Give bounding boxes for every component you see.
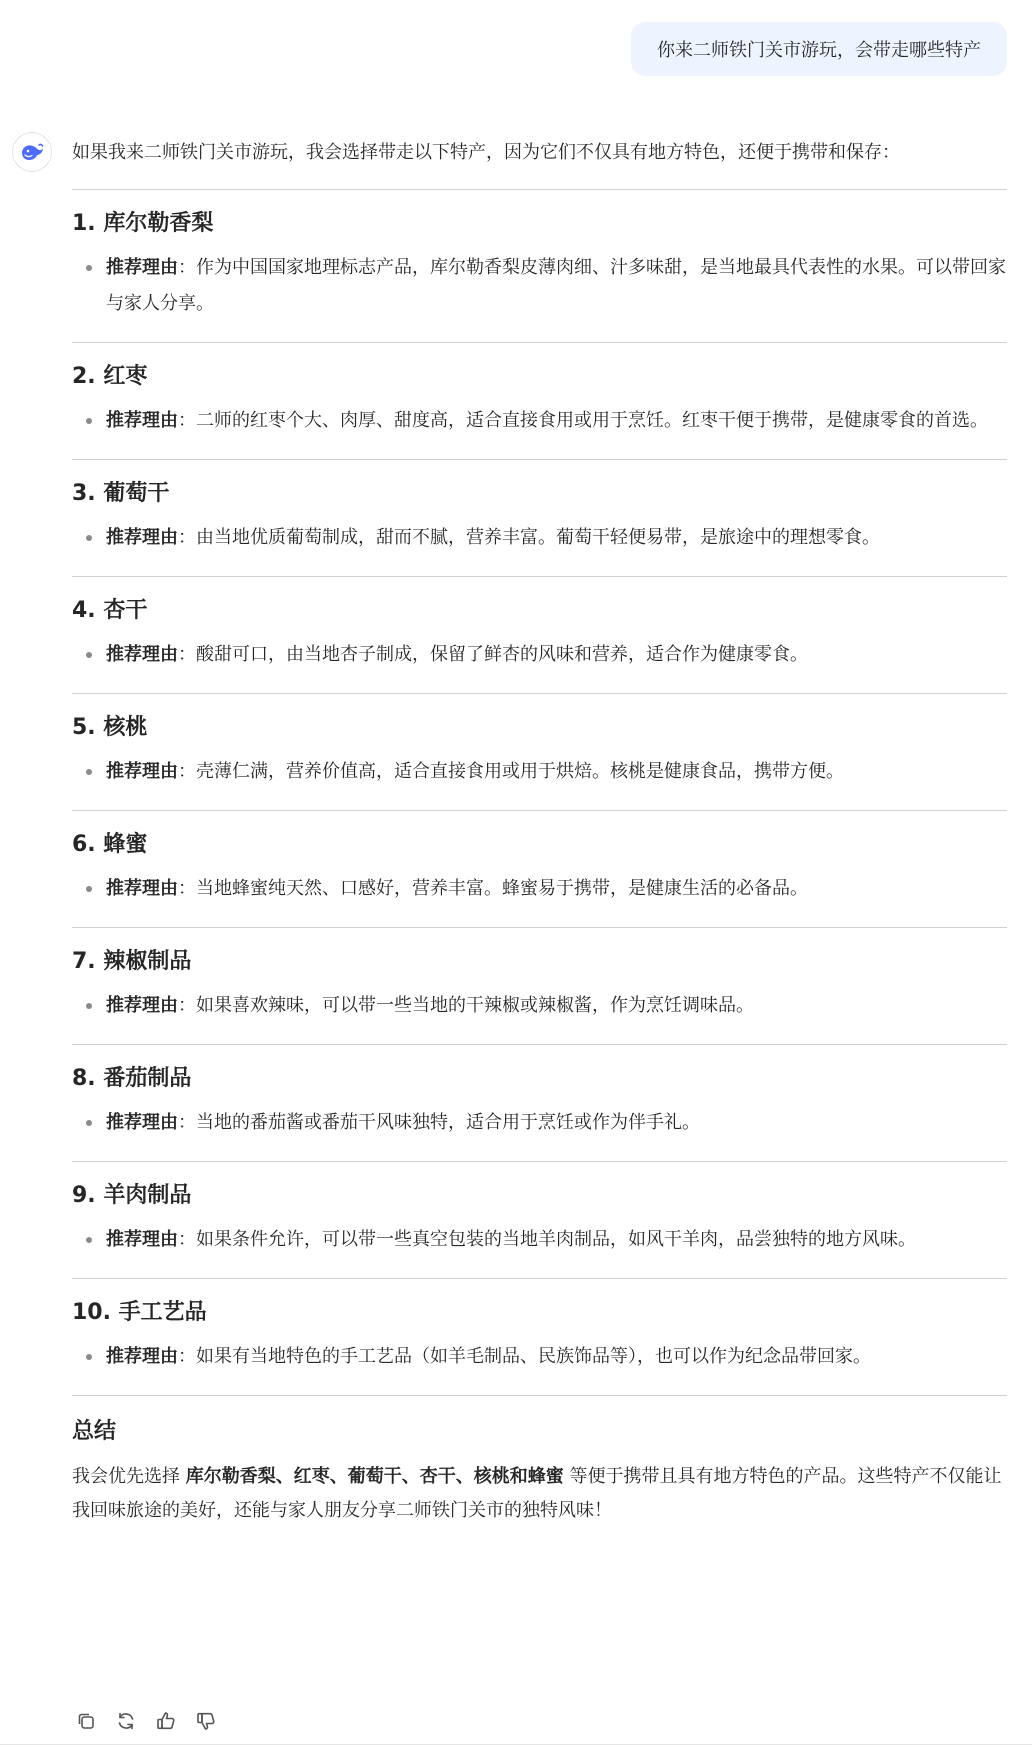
product-section: [72, 577, 1007, 693]
product-title: 4. 杏干: [72, 598, 148, 623]
product-section: [72, 928, 1007, 1044]
dislike-button[interactable]: [192, 1707, 220, 1735]
reason-label: 推荐理由: [106, 644, 178, 665]
summary-suffix: 等便于携带且具有地方特色的产品。这些特产不仅能让我回味旅途的美好，还能与家人朋友分享二师铁门关市的独特风味！: [72, 1466, 1002, 1521]
product-title: 7. 辣椒制品: [72, 949, 192, 974]
reason-separator: ：: [178, 1112, 196, 1133]
reason-separator: ：: [178, 761, 196, 782]
reason-label: 推荐理由: [106, 761, 178, 782]
reason-text: 酸甜可口，由当地杏子制成，保留了鲜杏的风味和营养，适合作为健康零食。: [196, 644, 808, 665]
product-title: 2. 红枣: [72, 364, 148, 389]
reason-separator: ：: [178, 995, 196, 1016]
product-section: [72, 1279, 1007, 1395]
reason-label: 推荐理由: [106, 527, 178, 548]
reason-text: 如果有当地特色的手工艺品（如羊毛制品、民族饰品等），也可以作为纪念品带回家。: [196, 1346, 871, 1367]
reason-separator: ：: [178, 878, 196, 899]
reason-label: 推荐理由: [106, 1112, 178, 1133]
recommendation-item: [72, 520, 1007, 556]
product-section: [72, 811, 1007, 927]
recommendation-item: [72, 403, 1007, 439]
recommendation-item: [72, 871, 1007, 907]
user-message-bubble: [631, 22, 1007, 76]
reason-text: 壳薄仁满，营养价值高，适合直接食用或用于烘焙。核桃是健康食品，携带方便。: [196, 761, 844, 782]
product-section: [72, 1162, 1007, 1278]
reason-label: 推荐理由: [106, 995, 178, 1016]
reason-text: 如果条件允许，可以带一些真空包装的当地羊肉制品，如风干羊肉，品尝独特的地方风味。: [196, 1229, 916, 1250]
like-button[interactable]: [152, 1707, 180, 1735]
product-section: [72, 460, 1007, 576]
bottom-border: [0, 1744, 1032, 1745]
recommendation-item: [72, 250, 1007, 322]
reason-label: 推荐理由: [106, 257, 178, 278]
recommendation-item: [72, 1222, 1007, 1258]
regenerate-button[interactable]: [112, 1707, 140, 1735]
summary-prefix: 我会优先选择: [72, 1466, 186, 1487]
product-section: [72, 343, 1007, 459]
recommendation-item: [72, 637, 1007, 673]
reason-separator: ：: [178, 1346, 196, 1367]
reason-separator: ：: [178, 1229, 196, 1250]
product-title: 6. 蜂蜜: [72, 832, 148, 857]
product-section: [72, 190, 1007, 342]
product-sections: [72, 189, 1007, 1395]
reason-separator: ：: [178, 410, 196, 431]
user-message-text: 你来二师铁门关市游玩，会带走哪些特产: [657, 40, 981, 61]
reason-separator: ：: [178, 257, 196, 278]
reason-text: 作为中国国家地理标志产品，库尔勒香梨皮薄肉细、汁多味甜，是当地最具代表性的水果。可以带回家与家人分享。: [106, 257, 1006, 314]
summary-highlight: 库尔勒香梨、红枣、葡萄干、杏干、核桃和蜂蜜: [185, 1466, 564, 1487]
summary-section: [72, 1396, 1007, 1528]
assistant-answer: [72, 135, 1007, 1528]
thumbs-up-icon: [155, 1710, 177, 1732]
recommendation-item: [72, 754, 1007, 790]
regenerate-icon: [115, 1710, 137, 1732]
whale-logo-icon: [19, 139, 45, 165]
product-section: [72, 694, 1007, 810]
product-title: 8. 番茄制品: [72, 1066, 192, 1091]
reason-text: 当地蜂蜜纯天然、口感好，营养丰富。蜂蜜易于携带，是健康生活的必备品。: [196, 878, 808, 899]
reason-label: 推荐理由: [106, 410, 178, 431]
summary-text: [72, 1460, 1007, 1528]
recommendation-item: [72, 988, 1007, 1024]
product-title: 3. 葡萄干: [72, 481, 170, 506]
reason-text: 由当地优质葡萄制成，甜而不腻，营养丰富。葡萄干轻便易带，是旅途中的理想零食。: [196, 527, 880, 548]
copy-icon: [75, 1710, 97, 1732]
product-title: 10. 手工艺品: [72, 1300, 207, 1325]
reason-separator: ：: [178, 644, 196, 665]
recommendation-item: [72, 1105, 1007, 1141]
product-title: 9. 羊肉制品: [72, 1183, 192, 1208]
copy-button[interactable]: [72, 1707, 100, 1735]
answer-intro: 如果我来二师铁门关市游玩，我会选择带走以下特产，因为它们不仅具有地方特色，还便于携带和保存：: [72, 142, 900, 163]
reason-label: 推荐理由: [106, 1346, 178, 1367]
product-title: 5. 核桃: [72, 715, 148, 740]
recommendation-item: [72, 1339, 1007, 1375]
summary-title: 总结: [72, 1419, 117, 1444]
product-title: 1. 库尔勒香梨: [72, 211, 214, 236]
reason-label: 推荐理由: [106, 878, 178, 899]
product-section: [72, 1045, 1007, 1161]
reason-separator: ：: [178, 527, 196, 548]
reason-label: 推荐理由: [106, 1229, 178, 1250]
thumbs-down-icon: [195, 1710, 217, 1732]
reason-text: 当地的番茄酱或番茄干风味独特，适合用于烹饪或作为伴手礼。: [196, 1112, 700, 1133]
message-actions: [72, 1707, 220, 1735]
assistant-avatar: [12, 132, 52, 172]
reason-text: 如果喜欢辣味，可以带一些当地的干辣椒或辣椒酱，作为烹饪调味品。: [196, 995, 754, 1016]
reason-text: 二师的红枣个大、肉厚、甜度高，适合直接食用或用于烹饪。红枣干便于携带，是健康零食的首选。: [196, 410, 988, 431]
